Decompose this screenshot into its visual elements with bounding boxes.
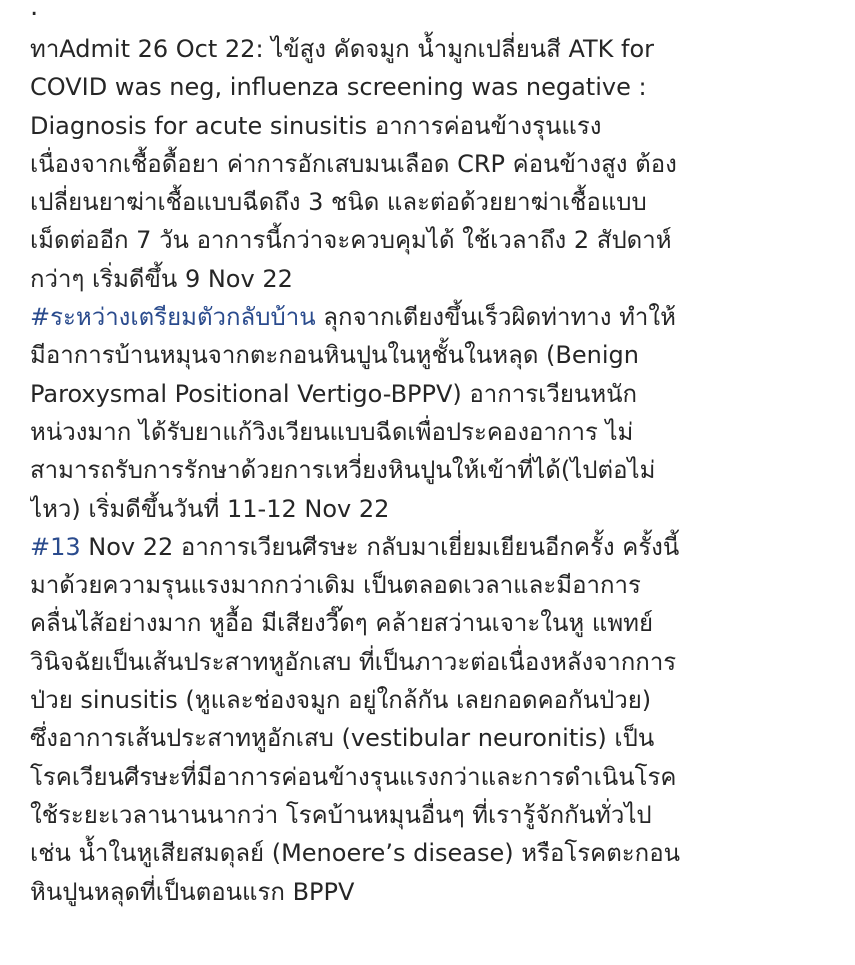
caption-line-4: เนื่องจากเชื้อดื้อยา ค่าการอักเสบมนเลือด CRP ค่อนข้างสูง ต้อง	[30, 149, 677, 178]
caption-line-11: หน่วงมาก ได้รับยาแก้วิงเวียนแบบฉีดเพื่อประคองอาการ ไม่	[30, 417, 634, 446]
caption-line-15: มาด้วยความรุนแรงมากกว่าเดิม เป็นตลอดเวลาและมีอาการ	[30, 571, 641, 600]
caption-line-21: ใช้ระยะเวลานานนากว่า โรคบ้านหมุนอื่นๆ ที่เรารู้จักกันทั่วไป	[30, 800, 652, 829]
caption-line-10: Paroxysmal Positional Vertigo-BPPV) อาการเวียนหนัก	[30, 379, 638, 408]
caption-line-12: สามารถรับการรักษาด้วยการเหวี่ยงหินปูนให้เข้าที่ได้(ไปต่อไม่	[30, 456, 656, 485]
caption-line-1: ทาAdmit 26 Oct 22: ไข้สูง คัดจมูก น้ำมูกเปลี่ยนสี ATK for	[30, 35, 655, 63]
caption-line-5: เปลี่ยนยาฆ่าเชื้อแบบฉีดถึง 3 ชนิด และต่อด้วยยาฆ่าเชื้อแบบ	[30, 188, 647, 217]
caption-line-18: ป่วย sinusitis (หูและช่องจมูก อยู่ใกล้กัน เลยกอดคอกันป่วย)	[30, 686, 652, 715]
caption-line-8	[30, 298, 842, 336]
hashtag-preparing-to-go-home[interactable]: #ระหว่างเตรียมตัวกลับบ้าน	[30, 303, 316, 332]
caption-line-19: ซึ่งอาการเส้นประสาทหูอักเสบ (vestibular neuronitis) เป็น	[30, 724, 655, 753]
caption-line-6: เม็ดต่ออีก 7 วัน อาการนี้กว่าจะควบคุมได้ ใช้เวลาถึง 2 สัปดาห์	[30, 226, 672, 255]
caption-line-22: เช่น น้ำในหูเสียสมดุลย์ (Menoere’s disease) หรือโรคตะกอน	[30, 839, 681, 868]
caption-line-3: Diagnosis for acute sinusitis อาการค่อนข้างรุนแรง	[30, 111, 602, 140]
hashtag-13[interactable]: #13	[30, 532, 81, 561]
caption-line-14-text: Nov 22 อาการเวียนศีรษะ กลับมาเยี่ยมเยียนอีกครั้ง ครั้งนี้	[80, 532, 680, 561]
caption-line-2: COVID was neg, influenza screening was negative :	[30, 73, 647, 102]
leading-dot: .	[30, 0, 39, 22]
caption-line-7: กว่าๆ เริ่มดีขึ้น 9 Nov 22	[30, 264, 293, 293]
caption-line-13: ไหว) เริ่มดีขึ้นวันที่ 11-12 Nov 22	[30, 494, 390, 523]
caption-line-16: คลื่นไส้อย่างมาก หูอื้อ มีเสียงวี๊ดๆ คล้ายสว่านเจาะในหู แพทย์	[30, 609, 654, 638]
caption-line-9: มีอาการบ้านหมุนจากตะกอนหินปูนในหูชั้นในหลุด (Benign	[30, 341, 639, 370]
post-caption	[30, 0, 842, 911]
caption-line-20: โรคเวียนศีรษะที่มีอาการค่อนข้างรุนแรงกว่าและการดำเนินโรค	[30, 762, 677, 791]
caption-line-8-text: ลุกจากเตียงขึ้นเร็วผิดท่าทาง ทำให้	[315, 303, 676, 332]
caption-line-17: วินิจฉัยเป็นเส้นประสาทหูอักเสบ ที่เป็นภาวะต่อเนื่องหลังจากการ	[30, 647, 677, 676]
caption-line-14	[30, 528, 842, 566]
caption-line-23: หินปูนหลุดที่เป็นตอนแรก BPPV	[30, 877, 355, 906]
